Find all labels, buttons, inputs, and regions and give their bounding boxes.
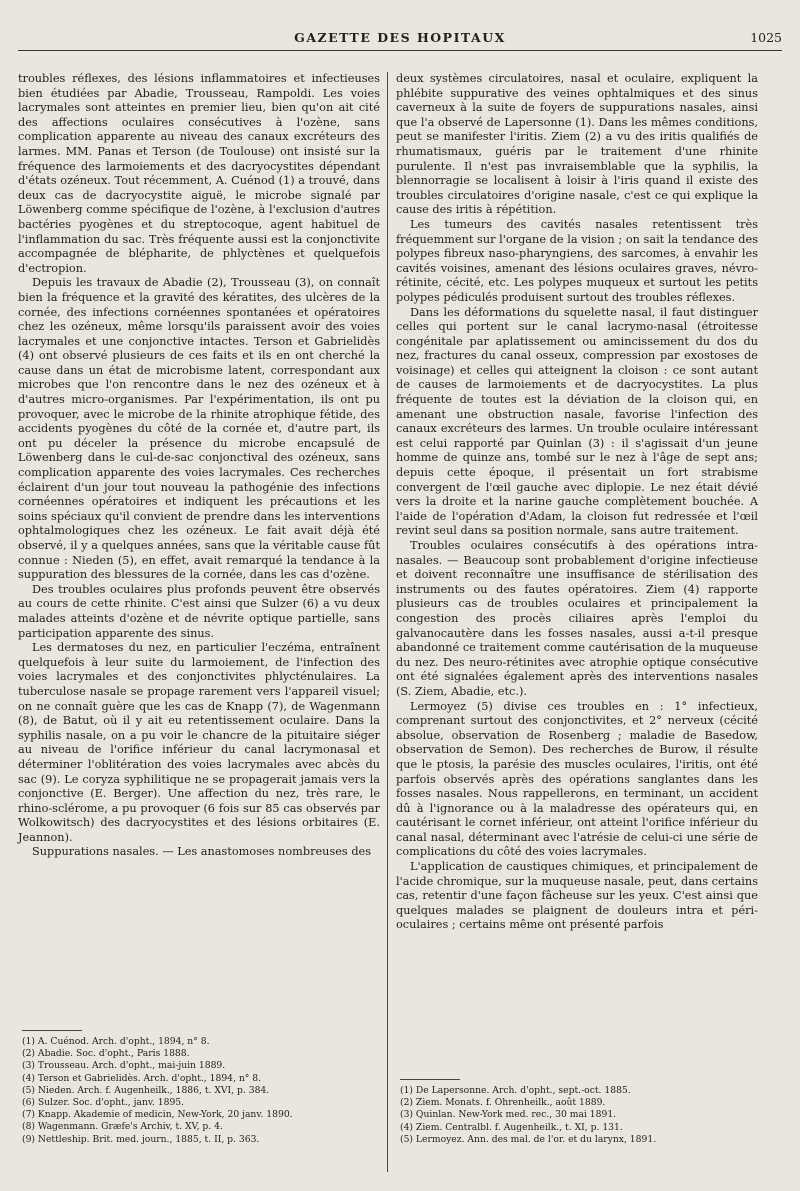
paragraph: Dans les déformations du squelette nasal, il faut distinguer celles qui portent sur le canal lacrymo-nasal (étroitesse congénitale par aplatissement ou amincissement du dos du nez, fractures du canal osseux, compression par exostoses de voisinage) et celles qui atteignent la cloison : ce sont autant de causes de larmoiements et de dacryocystites. La plus fréquente de toutes est la déviation de la cloison qui, en amenant une obstruction nasale, favorise l'infection des canaux excréteurs des larmes. Un trouble oculaire intéressant est celui rapporté par Quinlan (3) : il s'agissait d'un jeune homme de quinze ans, tombé sur le nez à l'âge de sept ans; depuis cette époque, il présentait un fort strabisme convergent de l'œil gauche avec diplopie. Le nez était dévié vers la droite et la narine gauche complètement bouchée. A l'aide de l'opération d'Adam, la cloison fut redressée et l'œil revint seul dans sa position normale, sans autre traitement. bbox=[396, 305, 758, 538]
right-footnotes bbox=[400, 1085, 762, 1146]
footnote: (4) Ziem. Centralbl. f. Augenheilk., t. XI, p. 131. bbox=[400, 1121, 623, 1133]
header-rule bbox=[18, 50, 782, 51]
footnote: (5) Lermoyez. Ann. des mal. de l'or. et du larynx, 1891. bbox=[400, 1133, 657, 1145]
column-divider bbox=[387, 72, 389, 1172]
paragraph: Troubles oculaires consécutifs à des opérations intra-nasales. — Beaucoup sont probablement d'origine infectieuse et doivent reconnaître une insuffisance de stérilisation des instruments ou des fautes opératoires. Ziem (4) rapporte plusieurs cas de troubles oculaires et principalement la congestion des procès ciliaires après l'emploi du galvanocautère dans les fosses nasales, aussi a-t-il presque abandonné ce traitement comme cautérisation de la muqueuse du nez. Des neuro-rétinites avec atrophie optique consécutive ont été signalées également après des interventions nasales (S. Ziem, Abadie, etc.). bbox=[396, 539, 758, 698]
footnote: (3) Trousseau. Arch. d'opht., mai-juin 1889. bbox=[22, 1060, 226, 1072]
journal-title: GAZETTE DES HOPITAUX bbox=[294, 30, 506, 45]
paragraph: Les dermatoses du nez, en particulier l'eczéma, entraînent quelquefois à leur suite du larmoiement, de l'infection des voies lacrymales et des conjonctivites phlycténulaires. La tuberculose nasale se propage rarement vers l'appareil visuel; on ne connaît guère que les cas de Knapp (7), de Wagenmann (8), de Batut, où il y ait eu retentissement oculaire. Dans la syphilis nasale, on a pu voir le chancre de la pituitaire siéger au niveau de l'orifice inférieur du canal lacrymonasal et déterminer l'oblitération des voies lacrymales avec abcès du sac (9). Le coryza syphilitique ne se propagerait jamais vers la conjonctive (E. Berger). Une affection du nez, très rare, le rhino-sclérome, a pu provoquer (6 fois sur 85 cas observés par Wolkowitsch) des dacryocystites et des lésions orbitaires (E. Jeannon). bbox=[18, 641, 380, 844]
right-column bbox=[396, 72, 758, 933]
paragraph: Depuis les travaux de Abadie (2), Trousseau (3), on connaît bien la fréquence et la gravité des kératites, des ulcères de la cornée, des infections cornéennes spontanées et opératoires chez les ozéneux, même lorsqu'ils paraissent avoir des voies lacrymales et une conjonctive intactes. Terson et Gabrielidès (4) ont observé plusieurs de ces faits et ils en ont cherché la cause dans un état de microbisme latent, correspondant aux microbes que l'on rencontre dans le nez des ozéneux et à d'autres micro-organismes. Par l'expérimentation, ils ont pu provoquer, avec le microbe de la rhinite atrophique fétide, des accidents pyogènes du côté de la cornée et, d'autre part, ils ont pu déceler la présence du microbe encapsulé de Löwenberg dans le cul-de-sac conjonctival des ozéneux, sans complication apparente des voies lacrymales. Ces recherches éclairent d'un jour tout nouveau la pathogénie des infections cornéennes opératoires et indiquent les précautions et les soins spéciaux qu'il convient de prendre dans les interventions ophtalmologiques chez les ozéneux. Le fait avait déjà été observé, il y a quelques années, sans que la véritable cause fût connue : Nieden (5), en effet, avait remarqué la tendance à la suppuration des blessures de la cornée, dans les cas d'ozène. bbox=[18, 276, 380, 582]
footnote: (4) Terson et Gabrielidès. Arch. d'opht., 1894, n° 8. bbox=[22, 1072, 262, 1084]
page-header bbox=[18, 24, 782, 52]
footnote: (3) Quinlan. New-York med. rec., 30 mai 1891. bbox=[400, 1109, 617, 1121]
paragraph: L'application de caustiques chimiques, et principalement de l'acide chromique, sur la muqueuse nasale, peut, dans certains cas, retentir d'une façon fâcheuse sur les yeux. C'est ainsi que quelques malades se plaignent de douleurs intra et péri-oculaires ; certains même ont présenté parfois bbox=[396, 860, 758, 932]
footnote: (1) A. Cuénod. Arch. d'opht., 1894, n° 8. bbox=[22, 1036, 210, 1047]
paragraph: Des troubles oculaires plus profonds peuvent être observés au cours de cette rhinite. C'est ainsi que Sulzer (6) a vu deux malades atteints d'ozène et de névrite optique partielle, sans participation apparente des sinus. bbox=[18, 582, 380, 640]
footnote: (5) Nieden. Arch. f. Augenheilk., 1886, t. XVI, p. 384. bbox=[22, 1084, 270, 1096]
paragraph: Les tumeurs des cavités nasales retentissent très fréquemment sur l'organe de la vision ; on sait la tendance des polypes fibreux naso-pharyngiens, des sarcomes, à envahir les cavités voisines, amenant des lésions oculaires graves, névro-rétinite, cécité, etc. Les polypes muqueux et surtout les petits polypes pédiculés produisent surtout des troubles réflexes. bbox=[396, 217, 758, 304]
paragraph: troubles réflexes, des lésions inflammatoires et infectieuses bien étudiées par Abadie, Trousseau, Rampoldi. Les voies lacrymales sont atteintes en premier lieu, bien qu'on ait cité des affections oculaires consécutives à l'ozène, sans complication apparente au niveau des canaux excréteurs des larmes. MM. Panas et Terson (de Toulouse) ont insisté sur la fréquence des larmoiements et des dacryocystites dépendant d'états ozéneux. Tout récemment, A. Cuénod (1) a trouvé, dans deux cas de dacryocystite aiguë, le microbe signalé par Löwenberg comme spécifique de l'ozène, à l'exclusion d'autres bactéries pyogènes et du streptocoque, agent habituel de l'inflammation du sac. Très fréquente aussi est la conjonctivite accompagnée de blépharite, de phlyctènes et quelquefois d'ectropion. bbox=[18, 72, 380, 275]
footnote: (2) Abadie. Soc. d'opht., Paris 1888. bbox=[22, 1048, 190, 1060]
footnote: (2) Ziem. Monats. f. Ohrenheilk., août 1889. bbox=[400, 1097, 606, 1109]
paragraph: deux systèmes circulatoires, nasal et oculaire, expliquent la phlébite suppurative des veines ophtalmiques et des sinus caverneux à la suite de foyers de suppurations nasales, ainsi que l'a observé de Lapersonne (1). Dans les mêmes conditions, peut se manifester l'iritis. Ziem (2) a vu des iritis qualifiés de rhumatismaux, guéris par le traitement d'une rhinite purulente. Il n'est pas invraisemblable que la syphilis, la blennorragie se localisent à loisir à l'iris quand il existe des troubles circulatoires d'origine nasale, c'est ce qui explique la cause des iritis à répétition. bbox=[396, 72, 758, 217]
footnote: (6) Sulzer. Soc. d'opht., janv. 1895. bbox=[22, 1097, 185, 1109]
paragraph: Lermoyez (5) divise ces troubles en : 1° infectieux, comprenant surtout des conjonctivites, et 2° nerveux (cécité absolue, observation de Rosenberg ; maladie de Basedow, observation de Semon). Des recherches de Burow, il résulte que le ptosis, la parésie des muscles oculaires, l'iritis, ont été parfois observés après des opérations sanglantes dans les fosses nasales. Nous rappellerons, en terminant, un accident dû à l'ignorance ou à la maladresse des opérateurs qui, en cautérisant le cornet inférieur, ont atteint l'orifice inférieur du canal nasal, déterminant avec l'atrésie de celui-ci une série de complications du côté des voies lacrymales. bbox=[396, 699, 758, 859]
footnote: (9) Nettleship. Brit. med. journ., 1885, t. II, p. 363. bbox=[22, 1133, 260, 1145]
footnote: (8) Wagenmann. Græfe's Archiv, t. XV, p. 4. bbox=[22, 1121, 223, 1133]
footnote: (7) Knapp. Akademie of medicin, New-York, 20 janv. 1890. bbox=[22, 1109, 293, 1121]
left-column bbox=[18, 72, 380, 860]
page-number: 1025 bbox=[750, 30, 782, 45]
paragraph: Suppurations nasales. — Les anastomoses nombreuses des bbox=[32, 845, 372, 859]
footnote-separator bbox=[400, 1079, 460, 1080]
footnote-separator bbox=[22, 1030, 82, 1031]
left-footnotes bbox=[22, 1036, 384, 1146]
footnote: (1) De Lapersonne. Arch. d'opht., sept.-oct. 1885. bbox=[400, 1085, 631, 1096]
